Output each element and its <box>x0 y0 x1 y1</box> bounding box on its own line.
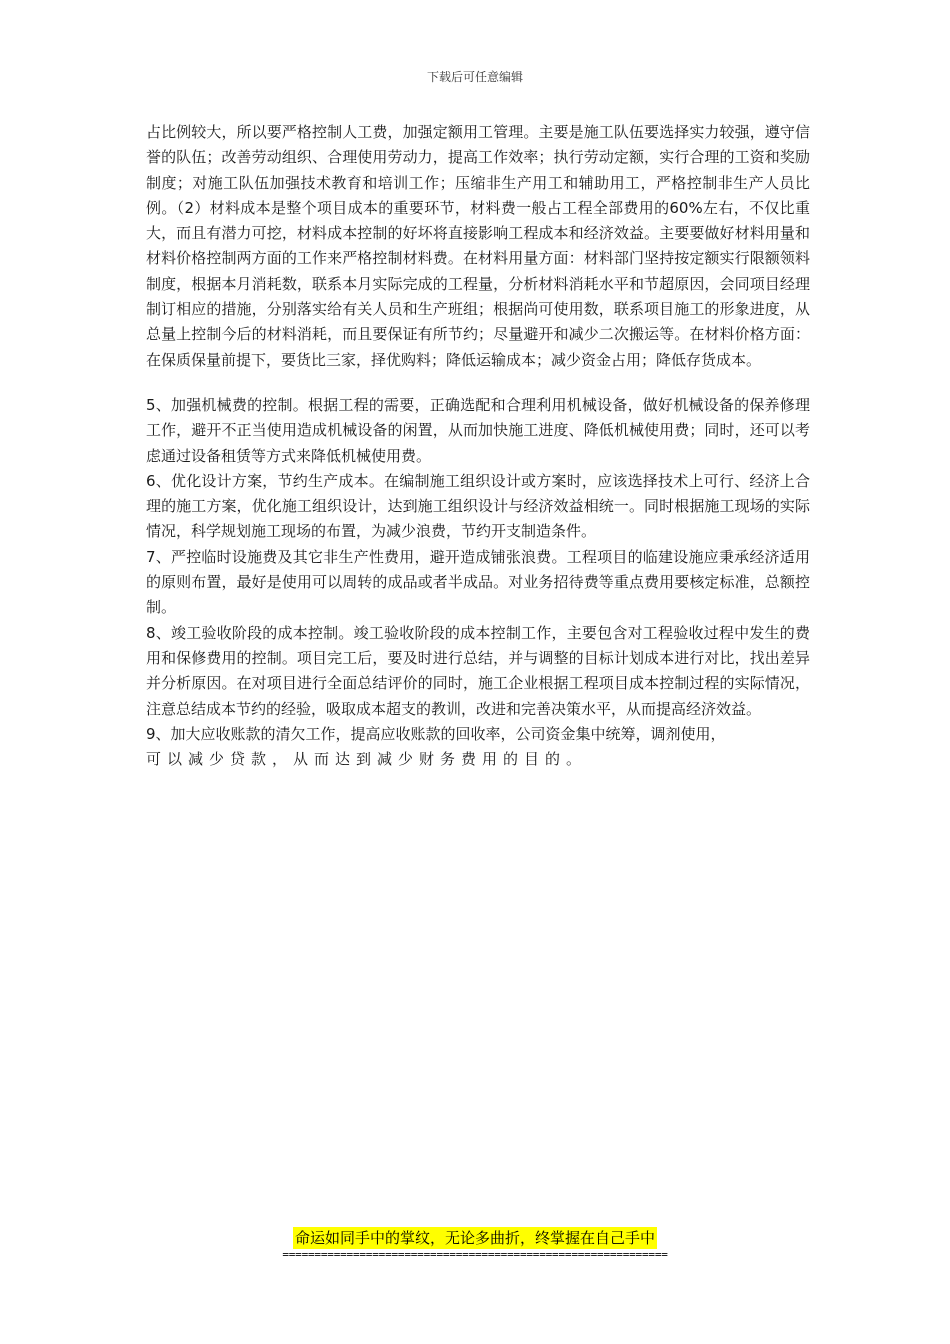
paragraph-item-6-design: 6、优化设计方案，节约生产成本。在编制施工组织设计或方案时，应该选择技术上可行、经济上合理的施工方案，优化施工组织设计，达到施工组织设计与经济效益相统一。同时根据施工现场的实际情况，科学规划施工现场的布置，为减少浪费，节约开支制造条件。 <box>146 471 810 541</box>
paragraph-labor-material-cost: 占比例较大，所以要严格控制人工费，加强定额用工管理。主要是施工队伍要选择实力较强，遵守信誉的队伍；改善劳动组织、合理使用劳动力，提高工作效率；执行劳动定额，实行合理的工资和奖励制度；对施工队伍加强技术教育和培训工作；压缩非生产用工和辅助用工，严格控制非生产人员比例。（2）材料成本是整个项目成本的重要环节，材料费一般占工程全部费用的60%左右，不仅比重大，而且有潜力可挖，材料成本控制的好坏将直接影响工程成本和经济效益。主要要做好材料用量和材料价格控制两方面的工作来严格控制材料费。在材料用量方面：材料部门坚持按定额实行限额领料制度，根据本月消耗数，联系本月实际完成的工程量，分析材料消耗水平和节超原因，会同项目经理制订相应的措施，分别落实给有关人员和生产班组；根据尚可使用数，联系项目施工的形象进度，从总量上控制今后的材料消耗，而且要保证有所节约；尽量避开和减少二次搬运等。在材料价格方面：在保质保量前提下，要货比三家，择优购料；降低运输成本；减少资金占用；降低存货成本。 <box>146 123 810 369</box>
paragraph-item-9-receivables: 9、加大应收账款的清欠工作，提高应收账款的回收率，公司资金集中统筹，调剂使用， <box>146 724 726 743</box>
page-footer <box>0 1227 950 1261</box>
footer-motto: 命运如同手中的掌纹，无论多曲折，终掌握在自己手中 <box>294 1229 655 1247</box>
page-header: 下载后可任意编辑 <box>426 70 523 84</box>
paragraph-item-9-receivables-continued: 可以减少贷款，从而达到减少财务费用的目的。 <box>146 750 588 769</box>
document-body <box>146 120 810 772</box>
paragraph-item-8-completion: 8、竣工验收阶段的成本控制。竣工验收阶段的成本控制工作，主要包含对工程验收过程中发生的费用和保修费用的控制。项目完工后，要及时进行总结，并与调整的目标计划成本进行对比，找出差异并分析原因。在对项目进行全面总结评价的同时，施工企业根据工程项目成本控制过程的实际情况，注意总结成本节约的经验，吸取成本超支的教训，改进和完善决策水平，从而提高经济效益。 <box>146 623 810 718</box>
paragraph-item-7-temporary-facilities: 7、严控临时设施费及其它非生产性费用，避开造成铺张浪费。工程项目的临建设施应秉承经济适用的原则布置，最好是使用可以周转的成品或者半成品。对业务招待费等重点费用要核定标准，总额控制。 <box>146 547 810 617</box>
paragraph-item-5-machinery: 5、加强机械费的控制。根据工程的需要，正确选配和合理利用机械设备，做好机械设备的保养修理工作，避开不正当使用造成机械设备的闲置，从而加快施工进度、降低机械使用费；同时，还可以考虑通过设备租赁等方式来降低机械使用费。 <box>146 395 810 465</box>
footer-divider-rule: ============================================================ <box>282 1249 668 1261</box>
